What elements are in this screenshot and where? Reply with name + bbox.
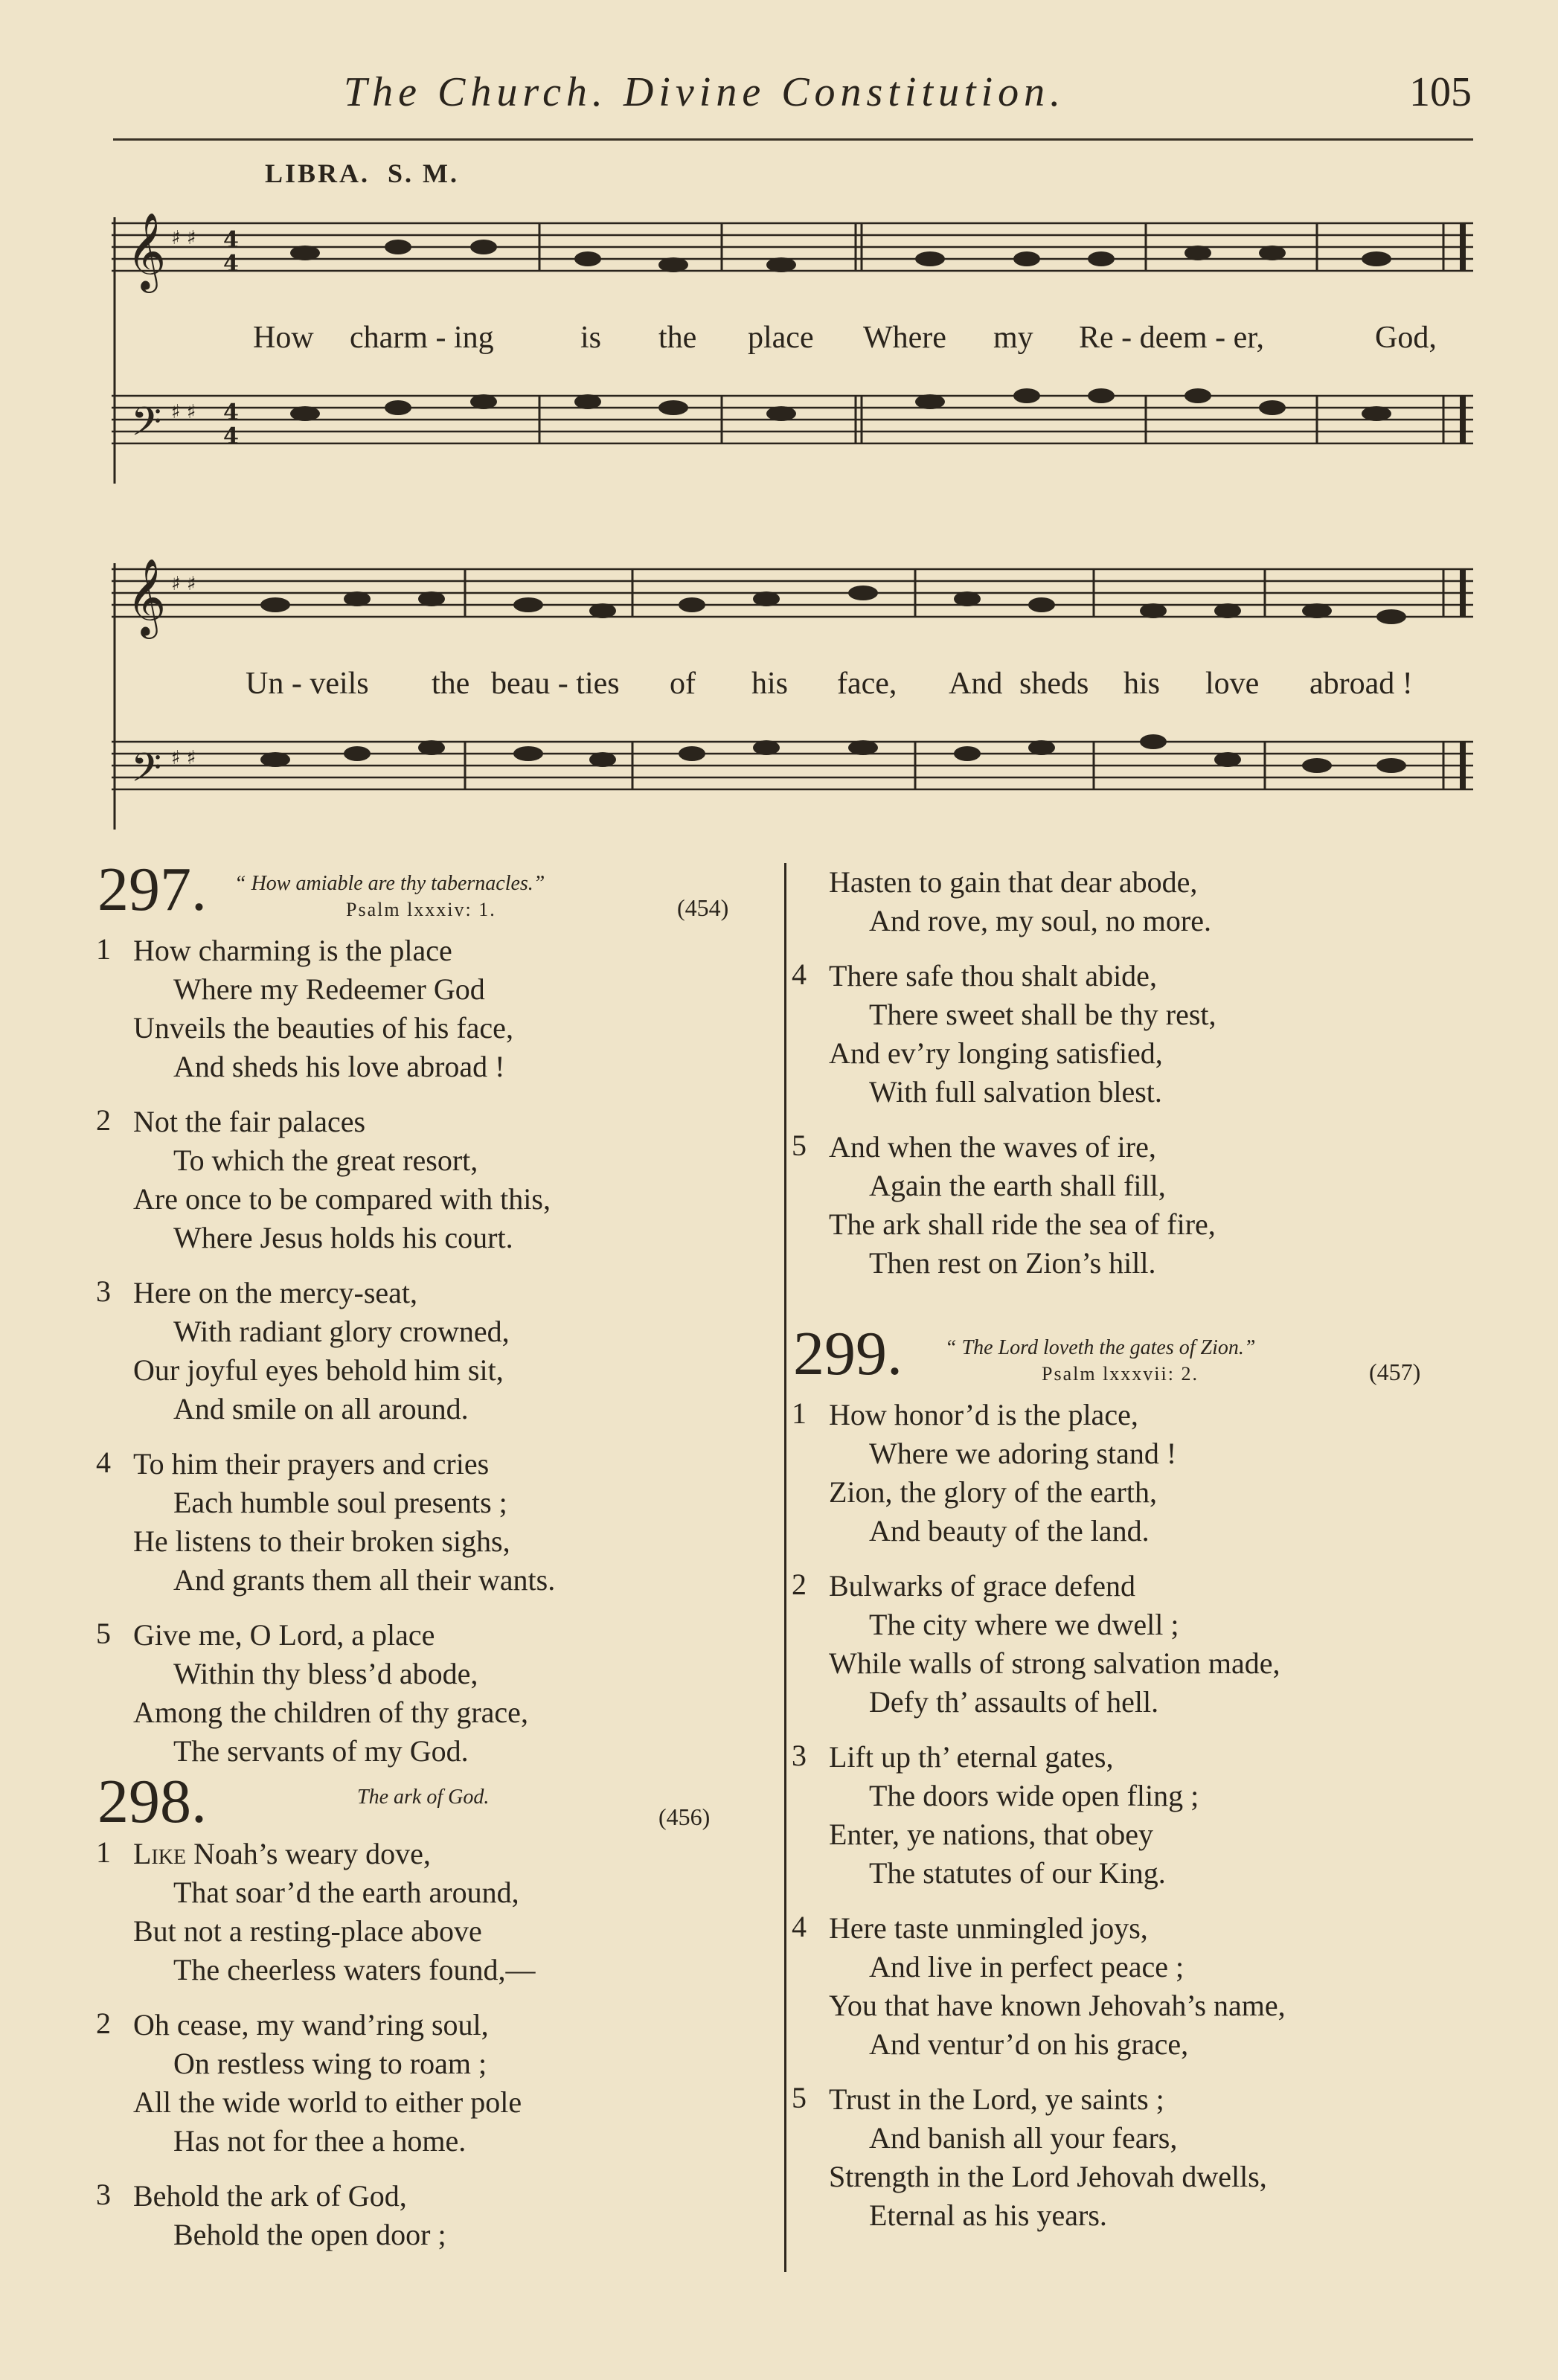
lyric-syllable: Re - deem - er,	[1079, 321, 1265, 355]
lyric-syllable: of	[670, 667, 696, 701]
music-system-1	[112, 201, 1473, 498]
svg-text:𝄢: 𝄢	[131, 745, 162, 801]
lyric-syllable: abroad !	[1309, 667, 1413, 701]
verse-line: And grants them all their wants.	[173, 1563, 556, 1597]
hymn-number: 299.	[793, 1319, 903, 1388]
hymn-scripture-ref: Psalm lxxxiv: 1.	[346, 899, 496, 920]
lyric-syllable: his	[1123, 667, 1161, 701]
hymn-header	[93, 1767, 763, 1836]
stanza-number: 5	[792, 2081, 807, 2114]
verse-line: To which the great resort,	[173, 1144, 478, 1177]
hymn-body	[93, 931, 763, 1771]
verse-line: How honor’d is the place,	[829, 1398, 1138, 1431]
lyric-syllable: God,	[1375, 321, 1437, 355]
lyric-syllable: place	[748, 321, 814, 355]
verse-line: You that have known Jehovah’s name,	[829, 1989, 1286, 2022]
right-column	[789, 863, 1458, 2251]
svg-text:4: 4	[223, 400, 239, 426]
verse-line: Behold the ark of God,	[133, 2179, 407, 2213]
running-title: The Church. Divine Constitution.	[344, 69, 1066, 115]
lyric-syllable: love	[1205, 667, 1260, 701]
stanza	[96, 931, 763, 1086]
verse-line: Strength in the Lord Jehovah dwells,	[829, 2160, 1267, 2193]
verse-line: Lift up th’ eternal gates,	[829, 1740, 1114, 1774]
lyric-syllable: How	[253, 321, 314, 355]
hymn-title: “ How amiable are thy tabernacles.”	[234, 872, 545, 895]
verse-line: He listens to their broken sighs,	[133, 1524, 510, 1558]
lyrics-line-2	[112, 666, 1473, 711]
lyric-syllable: his	[751, 667, 789, 701]
hymn-298-continued	[789, 863, 1458, 1283]
hymn-header	[789, 1319, 1458, 1396]
lyric-syllable: sheds	[1019, 667, 1089, 701]
lyric-syllable: the	[432, 667, 470, 701]
verse-line: Defy th’ assaults of hell.	[869, 1685, 1159, 1719]
lyric-syllable: face,	[837, 667, 897, 701]
stanza-continued	[829, 863, 1458, 940]
verse-line: And rove, my soul, no more.	[869, 904, 1211, 937]
stanza	[96, 1445, 763, 1600]
hymn-tune-ref: (456)	[658, 1803, 711, 1830]
hymn-title: The ark of God.	[357, 1786, 490, 1809]
stanza	[96, 1274, 763, 1428]
lyric-syllable: beau - ties	[491, 667, 620, 701]
tune-name	[265, 158, 459, 189]
verse-line: The statutes of our King.	[869, 1856, 1166, 1890]
svg-text:♯ ♯: ♯ ♯	[171, 573, 196, 595]
verse-line: Hasten to gain that dear abode,	[829, 865, 1198, 899]
hymn-scripture-ref: Psalm lxxxvii: 2.	[1042, 1363, 1199, 1385]
hymn-299	[789, 1319, 1458, 2235]
hymn-tune-ref: (457)	[1369, 1359, 1421, 1385]
verse-line: And sheds his love abroad !	[173, 1050, 505, 1083]
verse-line: Then rest on Zion’s hill.	[869, 1246, 1156, 1280]
verse-line: And ventur’d on his grace,	[869, 2027, 1189, 2061]
svg-text:♯ ♯: ♯ ♯	[171, 747, 196, 769]
hymn-number: 297.	[97, 855, 207, 924]
verse-line: Our joyful eyes behold him sit,	[133, 1353, 504, 1387]
verse-line: To him their prayers and cries	[133, 1447, 490, 1481]
verse-line: Where Jesus holds his court.	[173, 1221, 513, 1254]
stanza-number: 1	[96, 1835, 111, 1869]
verse-line: Within thy bless’d abode,	[173, 1657, 478, 1690]
verse-line: Zion, the glory of the earth,	[829, 1475, 1157, 1509]
stanza-number: 3	[96, 1274, 111, 1308]
verse-line: Enter, ye nations, that obey	[829, 1818, 1154, 1851]
left-column	[93, 855, 763, 2271]
verse-line: Eternal as his years.	[869, 2198, 1107, 2232]
hymn-297	[93, 855, 763, 1771]
svg-text:4: 4	[223, 251, 239, 277]
verse-line: Here on the mercy-seat,	[133, 1276, 418, 1309]
page-number: 105	[1409, 69, 1472, 115]
svg-text:4: 4	[223, 227, 239, 253]
svg-text:𝄢: 𝄢	[131, 400, 162, 455]
stanza-number: 4	[96, 1446, 111, 1479]
verse-line: The servants of my God.	[173, 1734, 469, 1768]
stanza-number: 1	[96, 932, 111, 966]
verse-line: There safe thou shalt abide,	[829, 959, 1157, 992]
lyric-syllable: Un - veils	[246, 667, 369, 701]
verse-line: Behold the open door ;	[173, 2218, 446, 2251]
stanza	[96, 2006, 763, 2161]
verse-line: While walls of strong salvation made,	[829, 1646, 1280, 1680]
stanza	[96, 2177, 763, 2254]
stanza	[96, 1835, 763, 1989]
stanza	[96, 1616, 763, 1771]
svg-text:♯ ♯: ♯ ♯	[171, 401, 196, 423]
verse-line-rest: Noah’s weary dove,	[186, 1837, 431, 1870]
stanza-number: 5	[792, 1129, 807, 1162]
stanza-number: 2	[96, 2007, 111, 2040]
verse-line: That soar’d the earth around,	[173, 1876, 519, 1909]
verse-line: But not a resting-place above	[133, 1914, 482, 1948]
header-rule	[113, 138, 1473, 141]
verse-line: Not the fair palaces	[133, 1105, 366, 1138]
lyric-syllable: And	[949, 667, 1003, 701]
verse-line: And smile on all around.	[173, 1392, 469, 1425]
verse-line: Where we adoring stand !	[869, 1437, 1177, 1470]
verse-line: Each humble soul presents ;	[173, 1486, 507, 1519]
lyric-syllable: charm - ing	[350, 321, 494, 355]
verse-line: How charming is the place	[133, 934, 452, 967]
verse-line: Unveils the beauties of his face,	[133, 1011, 513, 1045]
verse-line: Give me, O Lord, a place	[133, 1618, 435, 1652]
first-word: Like	[133, 1837, 187, 1870]
hymn-tune-ref: (454)	[677, 894, 729, 921]
column-divider	[784, 863, 786, 2272]
verse-line: Are once to be compared with this,	[133, 1182, 551, 1216]
tune-meter: S. M.	[388, 158, 460, 188]
svg-text:4: 4	[223, 423, 239, 449]
stanza	[96, 1103, 763, 1257]
stanza	[792, 1567, 1458, 1722]
stanza	[792, 1128, 1458, 1283]
tune-title: LIBRA.	[265, 158, 371, 188]
lyrics-line-1	[112, 320, 1473, 365]
lyric-syllable: Where	[863, 321, 946, 355]
verse-line: The cheerless waters found,—	[173, 1953, 536, 1986]
stanza-number: 4	[792, 958, 807, 991]
stanza	[792, 1738, 1458, 1893]
hymn-number: 298.	[97, 1767, 207, 1836]
lyric-syllable: is	[580, 321, 602, 355]
hymn-body	[789, 1396, 1458, 2235]
stanza	[792, 1396, 1458, 1550]
lyric-syllable: the	[658, 321, 697, 355]
verse-line: And beauty of the land.	[869, 1514, 1150, 1547]
verse-line: The doors wide open fling ;	[869, 1779, 1199, 1812]
verse-line: Where my Redeemer God	[173, 972, 485, 1006]
verse-line: With radiant glory crowned,	[173, 1315, 510, 1348]
music-system-2	[112, 547, 1473, 844]
verse-line: Oh cease, my wand’ring soul,	[133, 2008, 489, 2041]
verse-line	[133, 1835, 763, 1873]
verse-line: Has not for thee a home.	[173, 2124, 467, 2158]
svg-text:𝄞: 𝄞	[126, 212, 167, 290]
verse-line: There sweet shall be thy rest,	[869, 998, 1216, 1031]
verse-line: The city where we dwell ;	[869, 1608, 1179, 1641]
verse-line: And ev’ry longing satisfied,	[829, 1036, 1163, 1070]
stanza	[792, 957, 1458, 1112]
hymn-298	[93, 1767, 763, 2254]
hymn-body	[93, 1835, 763, 2254]
stanza-number: 3	[96, 2178, 111, 2211]
verse-line: On restless wing to roam ;	[173, 2047, 487, 2080]
verse-line: And when the waves of ire,	[829, 1130, 1156, 1164]
lyric-syllable: my	[993, 321, 1033, 355]
stanza-number: 1	[792, 1396, 807, 1430]
stanza-number: 2	[96, 1103, 111, 1137]
stanza	[792, 2080, 1458, 2235]
verse-line: Among the children of thy grace,	[133, 1696, 528, 1729]
hymn-title: “ The Lord loveth the gates of Zion.”	[945, 1336, 1256, 1359]
svg-text:♯ ♯: ♯ ♯	[171, 227, 196, 249]
verse-line: Again the earth shall fill,	[869, 1169, 1166, 1202]
stanza-number: 5	[96, 1617, 111, 1650]
verse-line: Here taste unmingled joys,	[829, 1911, 1148, 1945]
stanza-number: 3	[792, 1739, 807, 1772]
svg-text:𝄞: 𝄞	[126, 558, 167, 636]
verse-line: And banish all your fears,	[869, 2121, 1178, 2155]
stanza	[792, 1909, 1458, 2064]
hymn-header	[93, 855, 763, 931]
verse-line: And live in perfect peace ;	[869, 1950, 1184, 1983]
verse-line: The ark shall ride the sea of fire,	[829, 1207, 1216, 1241]
verse-line: Bulwarks of grace defend	[829, 1569, 1136, 1603]
stanza-number: 4	[792, 1910, 807, 1943]
verse-line: Trust in the Lord, ye saints ;	[829, 2082, 1164, 2116]
page-header	[0, 68, 1558, 128]
stanza-number: 2	[792, 1568, 807, 1601]
verse-line: All the wide world to either pole	[133, 2085, 522, 2119]
verse-line: With full salvation blest.	[869, 1075, 1162, 1109]
